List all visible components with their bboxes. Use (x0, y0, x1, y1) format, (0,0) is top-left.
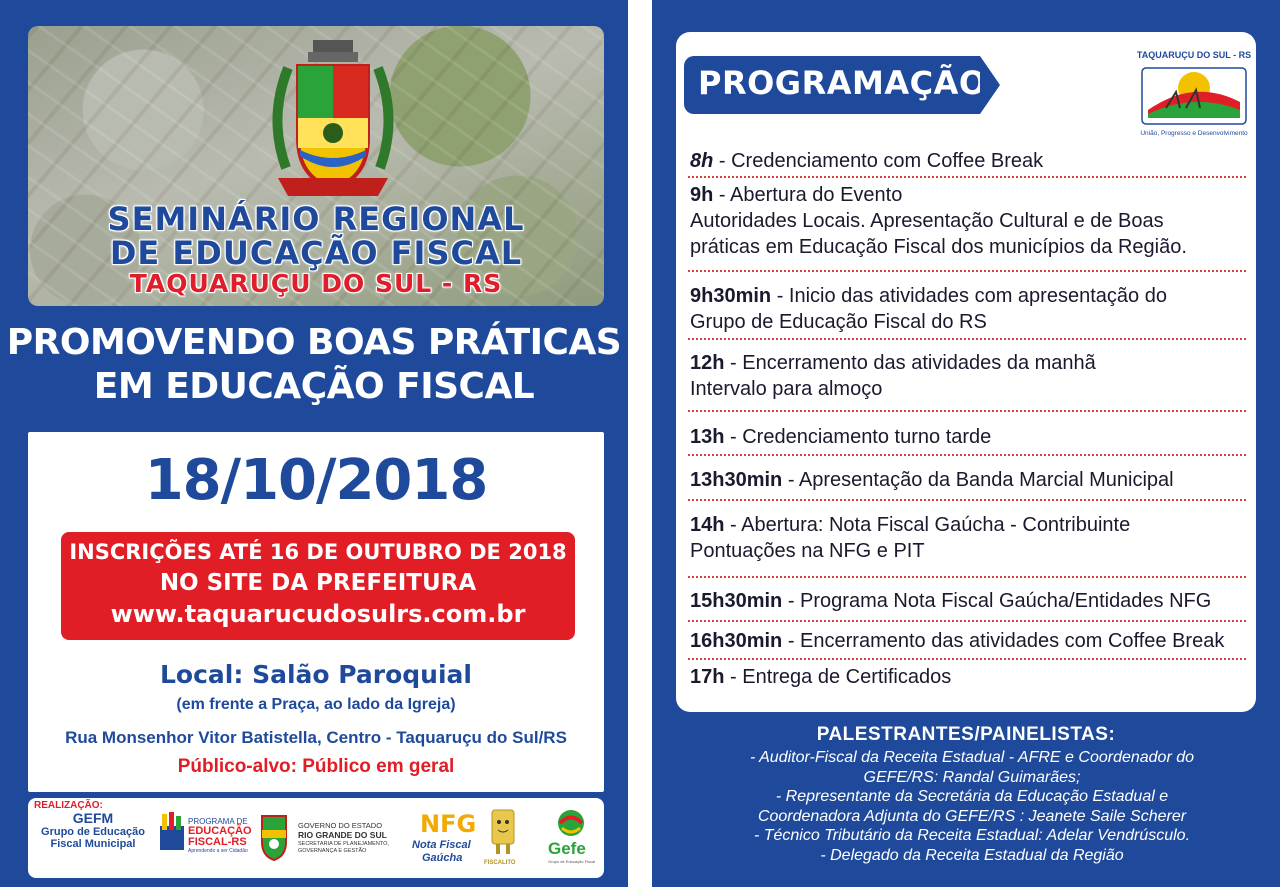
event-date: 18/10/2018 (144, 448, 488, 513)
mascot-icon (488, 808, 518, 856)
gefe-logo (544, 806, 596, 870)
schedule-divider (688, 620, 1246, 622)
event-title-line-2: DE EDUCAÇÃO FISCAL (109, 234, 523, 272)
schedule-item-8h (690, 148, 1246, 174)
schedule-text: - Abertura do Evento (713, 184, 903, 206)
gov-line-2: RIO GRANDE DO SUL (298, 830, 387, 840)
schedule-divider (688, 658, 1246, 660)
schedule-item-16h30min (690, 628, 1246, 654)
pef-line-2: EDUCAÇÃO (188, 825, 252, 837)
speaker-line: - Auditor-Fiscal da Receita Estadual - AFRE e Coordenador do (749, 749, 1195, 766)
schedule-text: - Encerramento das atividades da manhã (724, 352, 1096, 374)
speaker-line: Coordenadora Adjunta do GEFE/RS : Jeanete Saile Scherer (757, 807, 1187, 825)
gefe-sub-label: Grupo de Educação Fiscal (548, 859, 596, 864)
venue-address: Rua Monsenhor Vitor Batistella, Centro - Taquaruçu do Sul/RS (65, 728, 567, 747)
schedule-time: 14h (690, 514, 725, 536)
registration-url-link[interactable]: www.taquarucudosulrs.com.br (110, 600, 526, 628)
schedule-item-9h (690, 182, 1246, 260)
fiscalito-mascot (484, 806, 524, 870)
city-logo-motto: União, Progresso e Desenvolvimento (1140, 130, 1248, 137)
schedule-text: - Abertura: Nota Fiscal Gaúcha - Contribuinte (724, 514, 1131, 536)
pef-line-4: Aprendendo a ser Cidadão (188, 848, 248, 854)
event-info-box (28, 432, 604, 792)
fiscalito-label: FISCALITO (484, 860, 516, 866)
nfg-line-1: Nota Fiscal (412, 839, 471, 851)
schedule-time: 16h30min (690, 630, 783, 652)
event-title-line-1: SEMINÁRIO REGIONAL (107, 200, 525, 238)
schedule-text: - Apresentação da Banda Marcial Municipal (782, 469, 1174, 491)
registration-banner (61, 532, 575, 640)
program-box (676, 32, 1256, 712)
schedule-detail-2: práticas em Educação Fiscal dos municípios da Região. (690, 236, 1187, 258)
program-header (684, 56, 987, 114)
sponsor-bar (28, 798, 604, 878)
pencils-icon (158, 812, 186, 852)
schedule-divider (688, 576, 1246, 578)
schedule-divider (688, 338, 1246, 340)
speaker-line: - Técnico Tributário da Receita Estadual: Adelar Vendrúsculo. (753, 827, 1191, 844)
schedule-item-12h (690, 350, 1246, 402)
state-seal-icon (256, 812, 292, 864)
gefm-desc-line-2: Fiscal Municipal (50, 838, 136, 850)
gefm-title: GEFM (72, 810, 114, 826)
svg-text:NFG: NFG (420, 810, 477, 838)
venue-title: Local: Salão Paroquial (160, 660, 472, 689)
rs-government-logo (294, 806, 414, 870)
schedule-divider (688, 176, 1246, 178)
schedule-text: - Inicio das atividades com apresentação do (771, 285, 1167, 307)
speaker-line: GEFE/RS: Randal Guimarães; (863, 768, 1081, 786)
gefe-label: Gefe (548, 839, 586, 858)
schedule-time: 9h30min (690, 285, 772, 307)
city-logo (1136, 50, 1252, 142)
pef-line-3: FISCAL-RS (188, 836, 247, 848)
schedule-text: - Programa Nota Fiscal Gaúcha/Entidades NFG (782, 590, 1212, 612)
speakers-list (682, 748, 1262, 865)
gov-line-3: SECRETARIA DE PLANEJAMENTO, (298, 841, 389, 847)
tagline-line-1: PROMOVENDO BOAS PRÁTICAS (6, 322, 622, 363)
event-city: TAQUARUÇU DO SUL - RS (129, 269, 503, 298)
left-panel (0, 0, 628, 887)
venue-note: (em frente a Praça, ao lado da Igreja) (176, 696, 456, 713)
schedule-time: 9h (690, 184, 714, 206)
speaker-line: - Delegado da Receita Estadual da Região (820, 846, 1124, 864)
schedule-divider (688, 499, 1246, 501)
schedule-detail-1: Intervalo para almoço (690, 378, 883, 400)
schedule-time: 17h (690, 666, 725, 688)
pef-line-1: PROGRAMA DE (188, 817, 248, 826)
schedule-text: - Encerramento das atividades com Coffee Break (782, 630, 1225, 652)
speakers-title: PALESTRANTES/PAINELISTAS: (816, 724, 1116, 745)
schedule-detail-1: Grupo de Educação Fiscal do RS (690, 311, 987, 333)
schedule-item-17h (690, 664, 1246, 690)
gefm-desc-line-1: Grupo de Educação (41, 826, 145, 838)
schedule-text: - Credenciamento com Coffee Break (713, 150, 1044, 172)
gov-line-4: GOVERNANÇA E GESTÃO (298, 848, 367, 854)
schedule-item-14h (690, 512, 1246, 564)
coat-of-arms-icon (258, 38, 408, 208)
program-title: PROGRAMAÇÃO (698, 64, 987, 102)
schedule-time: 12h (690, 352, 725, 374)
schedule-item-13h30min (690, 467, 1246, 493)
registration-deadline: INSCRIÇÕES ATÉ 16 DE OUTUBRO DE 2018 (69, 540, 567, 564)
schedule-time: 13h (690, 426, 725, 448)
schedule-detail-1: Pontuações na NFG e PIT (690, 540, 925, 562)
schedule-text: - Credenciamento turno tarde (724, 426, 992, 448)
schedule-divider (688, 454, 1246, 456)
gefm-logo (32, 810, 154, 850)
tagline-line-2: EM EDUCAÇÃO FISCAL (93, 366, 535, 407)
gov-line-1: GOVERNO DO ESTADO (298, 821, 383, 830)
schedule-item-15h30min (690, 588, 1246, 614)
city-logo-name: TAQUARUÇU DO SUL - RS (1136, 50, 1252, 60)
nfg-line-2: Gaúcha (422, 852, 463, 864)
nota-fiscal-gaucha-logo (412, 806, 477, 870)
schedule-text: - Entrega de Certificados (724, 666, 952, 688)
registration-site-label: NO SITE DA PREFEITURA (159, 570, 477, 596)
schedule-divider (688, 270, 1246, 272)
schedule-time: 13h30min (690, 469, 783, 491)
gefe-mark-icon (554, 808, 588, 838)
schedule-time: 15h30min (690, 590, 783, 612)
schedule-item-9h30min (690, 283, 1246, 335)
city-emblem-icon (1136, 62, 1252, 130)
schedule-detail-1: Autoridades Locais. Apresentação Cultural e de Boas (690, 210, 1164, 232)
schedule-divider (688, 410, 1246, 412)
schedule-item-13h (690, 424, 1246, 450)
speaker-line: - Representante da Secretária da Educação Estadual e (775, 788, 1169, 805)
right-panel (652, 0, 1280, 887)
nfg-mark-icon (420, 808, 477, 838)
rs-state-seal (254, 806, 294, 870)
hero-aerial-photo (28, 26, 604, 306)
target-audience: Público-alvo: Público em geral (177, 756, 455, 777)
schedule-time: 8h (690, 150, 714, 172)
panel-gutter (628, 0, 652, 887)
sponsors-label: REALIZAÇÃO: (34, 800, 103, 811)
